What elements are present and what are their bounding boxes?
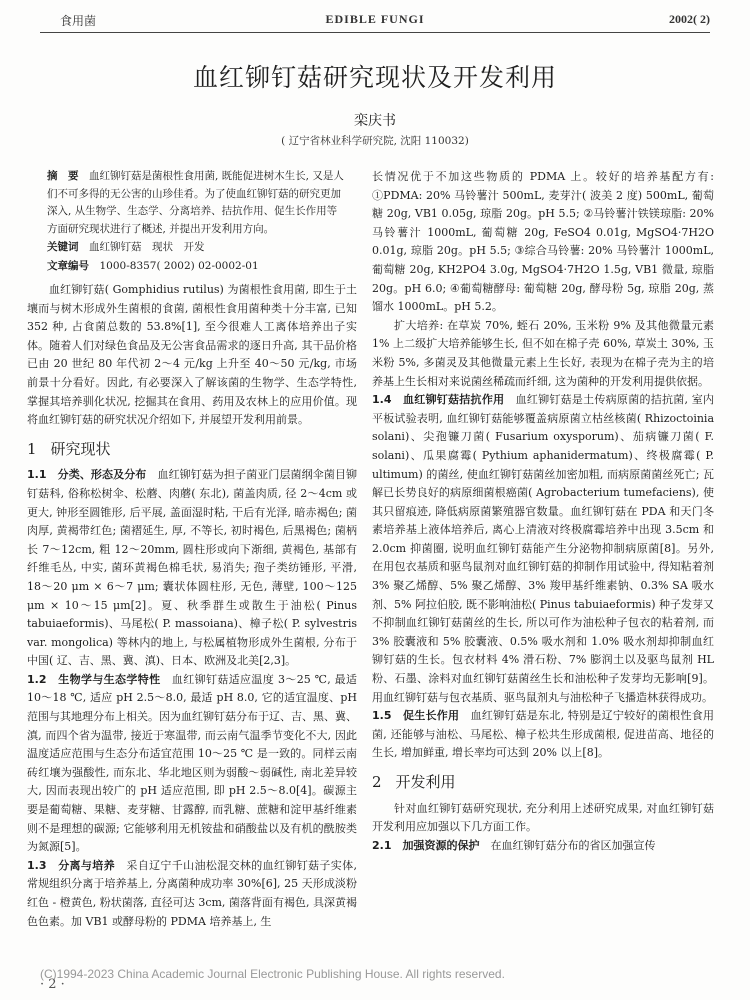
expansion-culture-paragraph: 扩大培养: 在草炭 70%, 蛭石 20%, 玉米粉 9% 及其他微量元素 1% 上二级扩大培养能够生长, 但不如在棉子壳 60%, 草炭土 30%, 玉米粉 5%, 多菌灵及其他微量元素上生长好, 表现为在棉子壳为主的培养基上生长相对来说菌丝稀疏而纤细, 这为菌种的开发利用提供依据。 [372,318,714,388]
subsection-2-1 [372,837,714,856]
section-2-heading [372,773,714,792]
left-column [27,168,357,931]
abstract-text: 血红铆钉菇是菌根性食用菌, 既能促进树木生长, 又是人们不可多得的无公害的山珍佳肴。为了使血红铆钉菇的研究更加深入, 从生物学、生态学、分离培养、拮抗作用、促生长作用等方面研究现状进行了概述, 并提出开发利用方向。 [47,170,344,235]
subsection-1-1 [27,466,357,671]
subsection-1-5-text: 血红铆钉菇是东北, 特别是辽宁较好的菌根性食用菌, 还能够与油松、马尾松、樟子松共生形成菌根, 促进苗高、地径的生长, 增加鲜重, 增长率均可达到 20% 以上[8]。 [372,709,714,760]
article-code-row [47,258,347,276]
subsection-1-3-text: 采自辽宁千山油松混交林的血红铆钉菇子实体, 常规组织分离于培养基上, 分离菌种成功率 30%[6], 25 天形成淡粉红色 - 橙黄色, 粉状菌落, 直径可达 3cm, 菌落背面有褐色, 具深黄褐色色素。加 VB1 或酵母粉的 PDMA 培养基上, 生 [27,858,357,928]
abstract-paragraph [47,168,347,238]
article-title: 血红铆钉菇研究现状及开发利用 [192,63,557,92]
abstract-label: 摘 要 [47,170,79,182]
subsection-1-4-text: 血红铆钉菇是土传病原菌的拮抗菌, 室内平板试验表明, 血红铆钉菇能够覆盖病原菌立枯丝核菌( Rhizoctoinia solani)、尖孢镰刀菌( Fusarium oxysporum)、茄病镰刀菌( F. solani)、瓜果腐霉( Pythium aphanidermatum)、终极腐霉( P. ultimum) 的菌丝, 使血红铆钉菇菌丝加密加粗, 而病原菌菌丝死亡; 瓦解已长势良好的病原细菌根癌菌( Agrobacterium tumefaciens), 使其只留痕迹, 降低病原菌繁殖器官数量。血红铆钉菇在 PDA 和天门冬素培养基上液体培养后, 离心上清液对终极腐霉培养中出现 3.5cm 和 2.0cm 抑菌圈, 说明血红铆钉菇能产生分泌物抑制病原菌[8]。另外, 在用包衣基质和驱鸟鼠剂对血红铆钉菇的抑制作用试验中, 得知粘着剂 3% 聚乙烯醇、5% 聚乙烯醇、3% 羧甲基纤维素钠、0.3% SA 吸水剂、5% 阿拉伯胶, 既不影响油松( Pinus tabuiaeformis) 种子发芽又不抑制血红铆钉菇菌丝的生长, 所以可作为油松种子包衣的粘着剂, 而 3% 胶囊液和 5% 胶囊液、0.5% 吸水剂和 1.0% 吸水剂却抑制血红铆钉菇的生长。包衣材料 4% 滑石粉、7% 膨润土以及驱鸟鼠剂 HL 粉、石墨、涂料对血红铆钉菇菌丝生长和油松种子发芽均无影响[9]。用血红铆钉菇与包衣基质、驱鸟鼠剂丸与油松种子飞播造林获得成功。 [372,393,714,704]
copyright-footer: (C)1994-2023 China Academic Journal Electronic Publishing House. All rights reserved. [40,967,505,981]
keywords-text: 血红铆钉菇 现状 开发 [89,241,205,253]
page-number: · 2 · [40,977,65,992]
issue-number: 2002( 2) [669,12,710,26]
journal-name-en: EDIBLE FUNGI [325,12,425,26]
section-1-title: 研究现状 [50,439,111,458]
subsection-1-1-text: 血红铆钉菇为担子菌亚门层菌纲伞菌目铆钉菇科, 俗称松树伞、松蘑、肉蘑( 东北), 菌盖肉质, 径 2～4cm 或更大, 钟形至圆锥形, 后平展, 盖面湿时粘, 干后有光泽, 暗赤褐色; 菌肉厚, 黄褐带红色; 菌褶延生, 厚, 不等长, 初时褐色, 后黑褐色; 菌柄长 7～12cm, 粗 12～20mm, 圆柱形或向下渐细, 黄褐色, 基部有纤维毛丛, 中实, 菌环黄褐色棉毛状, 易消失; 孢子类纺锤形, 平滑, 18～20 μm × 6～7 μm; 囊状体圆柱形, 无色, 薄壁, 100～125 μm × 10～15 μm[2]。夏、秋季群生或散生于油松( Pinus tabuiaeformis)、马尾松( P. massoiana)、樟子松( P. sylvestris var. mongolica) 等林内的地上, 与松属植物形成外生菌根, 分布于中国( 辽、吉、黑、冀、滇)、日本、欧洲及北美[2,3]。 [27,468,358,668]
subsection-1-2-heading: 1.2 生物学与生态学特性 [27,672,161,686]
subsection-1-3 [27,857,357,931]
keywords-row [47,239,347,257]
subsection-1-2-text: 血红铆钉菇适应温度 3～25 ℃, 最适 10～18 ℃, 适应 pH 2.5～8.0, 最适 pH 8.0, 它的适宜温度、pH 范围与其地理分布上相关。因为血红铆钉菇分布于辽、吉、黑、冀、滇, 而四个省为温带, 接近于寒温带, 而云南气温季节变化不大, 因此温度适应范围与生态分布适宜范围 10～25 ℃ 是一致的。同样云南砖红壤为强酸性, 而东北、华北地区则为弱酸～弱碱性, 南北差异较大, 因而表现出较广的 pH 适应范围, 即 pH 2.5～8.0[4]。碳源主要是葡萄糖、果糖、麦芽糖、甘露醇, 而乳糖、蔗糖和淀甲基纤维素则不是理想的碳源; 它能够利用无机铵盐和硝酸盐以及有机的酰胺类为氮源[5]。 [27,672,357,854]
running-header [40,12,710,30]
section-1-number: 1 [27,439,37,458]
author-name: 栾庆书 [354,113,396,129]
subsection-1-5-heading: 1.5 促生长作用 [372,709,460,723]
subsection-2-1-text: 在血红铆钉菇分布的省区加强宣传 [490,838,656,852]
subsection-1-1-heading: 1.1 分类、形态及分布 [27,468,147,482]
subsection-1-3-heading: 1.3 分离与培养 [27,858,115,872]
section-2-title: 开发利用 [395,773,456,791]
subsection-1-4-heading: 1.4 血红铆钉菇拮抗作用 [372,393,505,407]
keywords-label: 关键词 [47,241,79,253]
abstract-block [27,168,357,275]
subsection-2-1-heading: 2.1 加强资源的保护 [372,838,480,852]
subsection-1-4 [372,391,714,707]
intro-paragraph: 血红铆钉菇( Gomphidius rutilus) 为菌根性食用菌, 即生于土壤而与树木形成外生菌根的食菌, 菌根性食用菌种类十分丰富, 已知 352 种, 占食菌总数的 53.8%[1], 至今很难人工离体培养出子实体。随着人们对绿色食品及无公害食品需求的逐日升高, 其干品价格已由 20 世纪 80 年代初 2～4 元/kg 上升至 40～50 元/kg, 市场前景十分看好。因此, 有必要深入了解该菌的生物学、生态学特性, 掌握其培养驯化状况, 挖掘其在食用、药用及农林上的应用价值。现将血红铆钉菇的研究状况介绍如下, 并展望开发利用前景。 [27,283,357,427]
subsection-1-3-continued: 长情况优于不加这些物质的 PDMA 上。较好的培养基配方有: ①PDMA: 20% 马铃薯汁 500mL, 麦芽汁( 波美 2 度) 500mL, 葡萄糖 20g, VB1 0.05g, 琼脂 20g。pH 5.5; ②马铃薯汁铁镁琼脂: 20% 马铃薯汁 1000mL, 葡萄糖 20g, FeSO4 0.01g, MgSO4·7H2O 0.01g, 琼脂 20g。pH 5.5; ③综合马铃薯: 20% 马铃薯汁 1000mL, 葡萄糖 20g, KH2PO4 3.0g, MgSO4·7H2O 1.5g, VB1 微量, 琼脂 20g。pH 6.0; ④葡萄糖酵母: 葡萄糖 20g, 酵母粉 5g, 琼脂 20g, 蒸馏水 1000mL。pH 5.2。 [372,170,714,314]
section-2-number: 2 [372,773,382,791]
section-2-intro: 针对血红铆钉菇研究现状, 充分利用上述研究成果, 对血红铆钉菇开发利用应加强以下几方面工作。 [372,801,714,834]
article-code-label: 文章编号 [47,259,89,272]
right-column [372,168,714,855]
subsection-1-5 [372,707,714,763]
author-affiliation: ( 辽宁省林业科学研究院, 沈阳 110032) [281,135,469,147]
article-code: 1000-8357( 2002) 02-0002-01 [99,259,259,272]
section-1-heading [27,440,357,459]
journal-name-cn: 食用菌 [60,14,97,28]
header-rule [40,32,710,33]
subsection-1-2 [27,671,357,857]
